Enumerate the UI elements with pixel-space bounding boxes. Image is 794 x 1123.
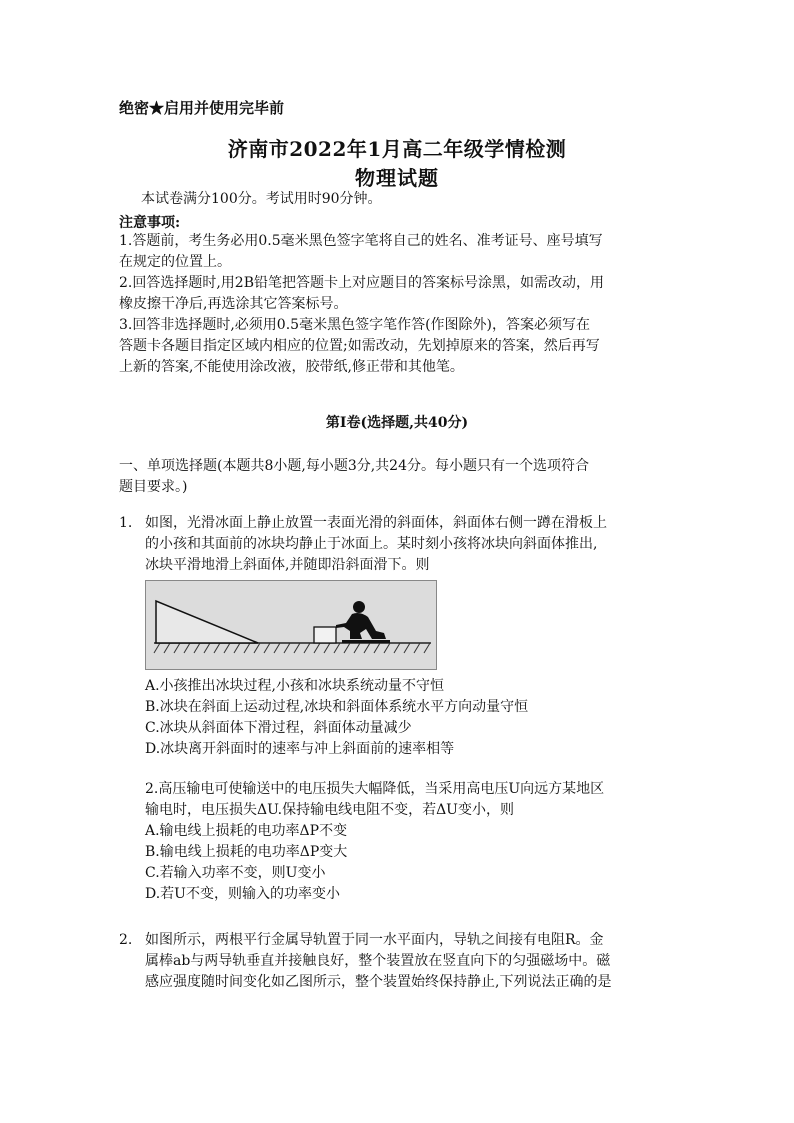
confidential-label: 绝密★启用并使用完毕前 — [119, 99, 285, 117]
section-title: 第Ⅰ卷(选择题,共40分) — [325, 415, 469, 431]
option-a: A.小孩推出冰块过程,小孩和冰块系统动量不守恒 — [145, 678, 445, 694]
question-text — [145, 779, 604, 800]
option-b: B.输电线上损耗的电功率ΔP变大 — [145, 844, 348, 860]
question-text: 输电时，电压损失ΔU.保持输电线电阻不变，若ΔU变小，则 — [145, 802, 514, 818]
question-text: 如图，光滑冰面上静止放置一表面光滑的斜面体，斜面体右侧一蹲在滑板上 — [145, 515, 607, 531]
question-text: 冰块平滑地滑上斜面体,并随即沿斜面滑下。则 — [145, 557, 430, 573]
question-line: 高压输电可使输送中的电压损失大幅降低，当采用高电压U向远方某地区 — [158, 781, 605, 797]
question-number: 2. — [145, 781, 159, 797]
note-line: 3.回答非选择题时,必须用0.5毫米黑色签字笔作答(作图除外)，答案必须写在 — [119, 317, 590, 333]
option-c: C.冰块从斜面体下滑过程，斜面体动量减少 — [145, 720, 412, 736]
question-text: 感应强度随时间变化如乙图所示，整个装置始终保持静止,下列说法正确的是 — [145, 974, 612, 990]
part-title: 题目要求。) — [119, 479, 188, 495]
question-number: 2. — [119, 932, 133, 948]
question-text: 如图所示，两根平行金属导轨置于同一水平面内，导轨之间接有电阻R。金 — [145, 932, 604, 948]
option-c: C.若输入功率不变，则U变小 — [145, 865, 326, 881]
part-title: 一、单项选择题(本题共8小题,每小题3分,共24分。每小题只有一个选项符合 — [119, 458, 589, 474]
exam-title: 济南市2022年1月高二年级学情检测 — [227, 137, 567, 161]
question-text: 的小孩和其面前的冰块均静止于冰面上。某时刻小孩将冰块向斜面体推出, — [145, 536, 598, 552]
notes-title: 注意事项: — [119, 215, 181, 231]
option-d: D.若U不变，则输入的功率变小 — [145, 886, 340, 902]
note-line: 答题卡各题目指定区域内相应的位置;如需改动，先划掉原来的答案，然后再写 — [119, 338, 600, 354]
skateboard — [342, 640, 390, 643]
incline-diagram — [146, 581, 436, 669]
note-line: 上新的答案,不能使用涂改液，胶带纸,修正带和其他笔。 — [119, 359, 464, 375]
incline-ice-figure — [145, 580, 437, 670]
note-line: 橡皮擦干净后,再选涂其它答案标号。 — [119, 296, 348, 312]
incline-block — [156, 601, 258, 643]
exam-subject: 物理试题 — [355, 166, 439, 190]
question-number: 1. — [119, 515, 133, 531]
ice-block — [314, 627, 336, 643]
child-figure — [336, 601, 386, 639]
note-line: 2.回答选择题时,用2B铅笔把答题卡上对应题目的答案标号涂黑，如需改动，用 — [119, 275, 605, 291]
note-line: 在规定的位置上。 — [119, 254, 231, 270]
option-b: B.冰块在斜面上运动过程,冰块和斜面体系统水平方向动量守恒 — [145, 699, 529, 715]
question-text: 属棒ab与两导轨垂直并接触良好，整个装置放在竖直向下的匀强磁场中。磁 — [145, 953, 611, 969]
note-line: 1.答题前，考生务必用0.5毫米黑色签字笔将自己的姓名、准考证号、座号填写 — [119, 233, 603, 249]
option-d: D.冰块离开斜面时的速率与冲上斜面前的速率相等 — [145, 741, 455, 757]
option-a: A.输电线上损耗的电功率ΔP不变 — [145, 823, 348, 839]
score-time-note: 本试卷满分100分。考试用时90分钟。 — [141, 191, 382, 207]
